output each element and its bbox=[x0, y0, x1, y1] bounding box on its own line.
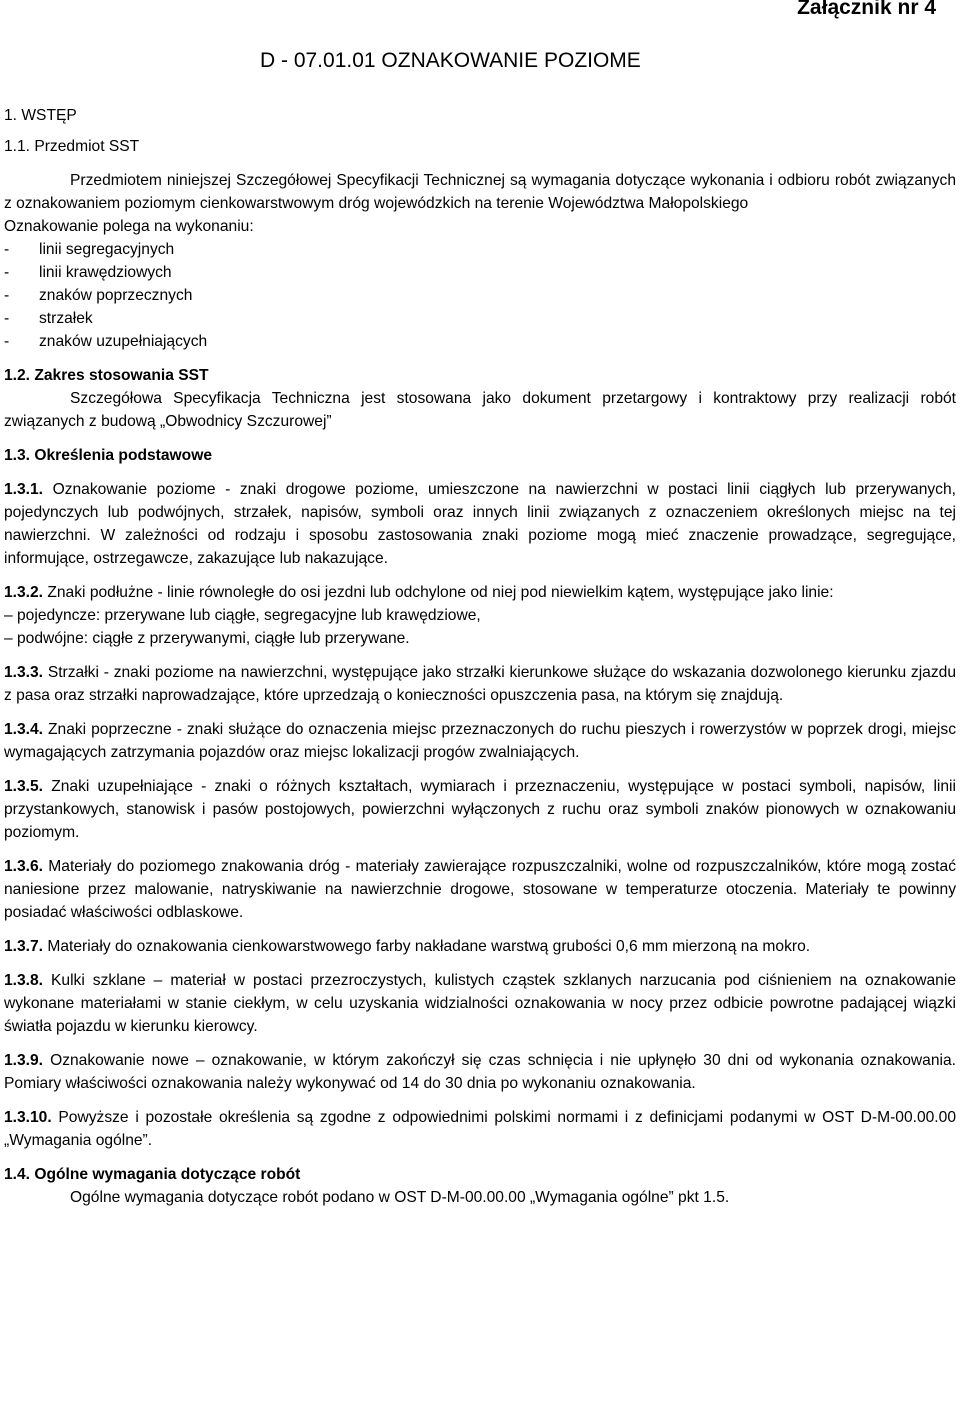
definition-1-3-9 bbox=[4, 1049, 956, 1095]
definition-1-3-3 bbox=[4, 661, 956, 707]
definition-number: 1.3.2. bbox=[4, 584, 44, 601]
definition-text: Znaki podłużne - linie równoległe do osi jezdni lub odchylone od niej pod niewielkim kątem, występujące jako linie: bbox=[47, 584, 834, 601]
definition-number: 1.3.6. bbox=[4, 858, 44, 875]
list-item-text: linii krawędziowych bbox=[39, 264, 172, 281]
definition-1-3-6 bbox=[4, 855, 956, 924]
list-item-text: znaków poprzecznych bbox=[39, 287, 193, 304]
definition-text: Kulki szklane – materiał w postaci przezroczystych, kulistych cząstek szklanych narzucania pod ciśnieniem na oznakowanie wykonane materiałami w stanie ciekłym, w celu uzyskania widzialności oznakowania w nocy przez odbicie powrotne padającej wiązki światła pojazdu w kierunku kierowcy. bbox=[4, 972, 956, 1035]
section-1-4-paragraph: Ogólne wymagania dotyczące robót podano w OST D-M-00.00.00 „Wymagania ogólne” pkt 1.5. bbox=[70, 1189, 730, 1206]
definition-1-3-1 bbox=[4, 478, 956, 570]
section-1-1-paragraph: Przedmiotem niniejszej Szczegółowej Specyfikacji Technicznej są wymagania dotyczące wykonania i odbioru robót związanych z oznakowaniem poziomym cienkowarstwowym dróg wojewódzkich na terenie Województwa Małopolskiego bbox=[4, 172, 956, 212]
definition-text: Powyższe i pozostałe określenia są zgodne z odpowiednimi polskimi normami i z definicjami podanymi w OST D-M-00.00.00 „Wymagania ogólne”. bbox=[4, 1109, 956, 1149]
section-1-2-paragraph: Szczegółowa Specyfikacja Techniczna jest stosowana jako dokument przetargowy i kontraktowy przy realizacji robót związanych z budową „Obwodnicy Szczurowej” bbox=[4, 390, 956, 430]
definition-number: 1.3.7. bbox=[4, 938, 44, 955]
definition-text: Oznakowanie nowe – oznakowanie, w którym zakończył się czas schnięcia i nie upłynęło 30 dni od wykonania oznakowania. Pomiary właściwości oznakowania należy wykonywać od 14 do 30 dnia po wykonaniu oznakowania. bbox=[4, 1052, 956, 1092]
definition-1-3-4 bbox=[4, 718, 956, 764]
list-dash: - bbox=[4, 241, 10, 258]
definition-number: 1.3.4. bbox=[4, 721, 44, 738]
definition-1-3-2-line-2: – podwójne: ciągłe z przerywanymi, ciągłe lub przerywane. bbox=[4, 630, 410, 647]
definition-text: Oznakowanie poziome - znaki drogowe poziome, umieszczone na nawierzchni w postaci linii ciągłych lub przerywanych, pojedynczych lub podwójnych, strzałek, napisów, symboli oraz innych linii związanych z oznaczeniem określonych miejsc na tej nawierzchni. W zależności od rodzaju i sposobu zastosowania znaki poziome mogą mieć znaczenie prowadzące, segregujące, informujące, ostrzegawcze, zakazujące lub nakazujące. bbox=[4, 481, 956, 567]
definition-1-3-2-line-1: – pojedyncze: przerywane lub ciągłe, segregacyjne lub krawędziowe, bbox=[4, 607, 481, 624]
definition-1-3-7 bbox=[4, 935, 956, 958]
definition-text: Materiały do oznakowania cienkowarstwowego farby nakładane warstwą grubości 0,6 mm mierzoną na mokro. bbox=[47, 938, 811, 955]
definition-text: Znaki uzupełniające - znaki o różnych kształtach, wymiarach i przeznaczeniu, występujące w postaci symboli, napisów, linii przystankowych, stanowisk i pasów postojowych, powierzchni wyłączonych z ruchu oraz symboli znaków pionowych w oznakowaniu poziomym. bbox=[4, 778, 956, 841]
list-item-text: linii segregacyjnych bbox=[39, 241, 175, 258]
list-item bbox=[4, 284, 956, 307]
list-item bbox=[4, 238, 956, 261]
section-1-4-heading: 1.4. Ogólne wymagania dotyczące robót bbox=[4, 1166, 301, 1183]
definition-number: 1.3.1. bbox=[4, 481, 44, 498]
definition-number: 1.3.9. bbox=[4, 1052, 44, 1069]
definition-number: 1.3.3. bbox=[4, 664, 44, 681]
document-body bbox=[4, 104, 956, 1209]
annex-label: Załącznik nr 4 bbox=[797, 0, 936, 19]
list-item bbox=[4, 307, 956, 330]
section-1-1-heading: 1.1. Przedmiot SST bbox=[4, 138, 140, 155]
marking-types-list bbox=[4, 238, 956, 353]
list-dash: - bbox=[4, 264, 10, 281]
definition-text: Strzałki - znaki poziome na nawierzchni, występujące jako strzałki kierunkowe służące do wskazania dozwolonego kierunku zjazdu z pasa oraz strzałki naprowadzające, które uprzedzają o konieczności opuszczenia pasa, na którym się znajdują. bbox=[4, 664, 956, 704]
definition-1-3-5 bbox=[4, 775, 956, 844]
definition-number: 1.3.8. bbox=[4, 972, 44, 989]
list-item-text: strzałek bbox=[39, 310, 93, 327]
definition-text: Znaki poprzeczne - znaki służące do oznaczenia miejsc przeznaczonych do ruchu pieszych i rowerzystów w poprzek drogi, miejsc wymagających zatrzymania pojazdów oraz miejsc lokalizacji progów zwalniających. bbox=[4, 721, 956, 761]
definition-number: 1.3.5. bbox=[4, 778, 44, 795]
definition-number: 1.3.10. bbox=[4, 1109, 52, 1126]
list-item-text: znaków uzupełniających bbox=[39, 333, 208, 350]
definition-1-3-10 bbox=[4, 1106, 956, 1152]
list-dash: - bbox=[4, 333, 10, 350]
list-item bbox=[4, 261, 956, 284]
definition-text: Materiały do poziomego znakowania dróg - materiały zawierające rozpuszczalniki, wolne od rozpuszczalników, które mogą zostać naniesione przez malowanie, natryskiwanie na nawierzchnie drogowe, stosowane w temperaturze otoczenia. Materiały te powinny posiadać właściwości odblaskowe. bbox=[4, 858, 956, 921]
definition-1-3-8 bbox=[4, 969, 956, 1038]
list-dash: - bbox=[4, 287, 10, 304]
section-1-heading: 1. WSTĘP bbox=[4, 107, 77, 124]
section-1-2-heading: 1.2. Zakres stosowania SST bbox=[4, 367, 209, 384]
document-title: D - 07.01.01 OZNAKOWANIE POZIOME bbox=[260, 49, 641, 72]
section-1-3-heading: 1.3. Określenia podstawowe bbox=[4, 447, 212, 464]
list-dash: - bbox=[4, 310, 10, 327]
list-item bbox=[4, 330, 956, 353]
definition-1-3-2 bbox=[4, 581, 956, 604]
section-1-1-intro: Oznakowanie polega na wykonaniu: bbox=[4, 218, 254, 235]
